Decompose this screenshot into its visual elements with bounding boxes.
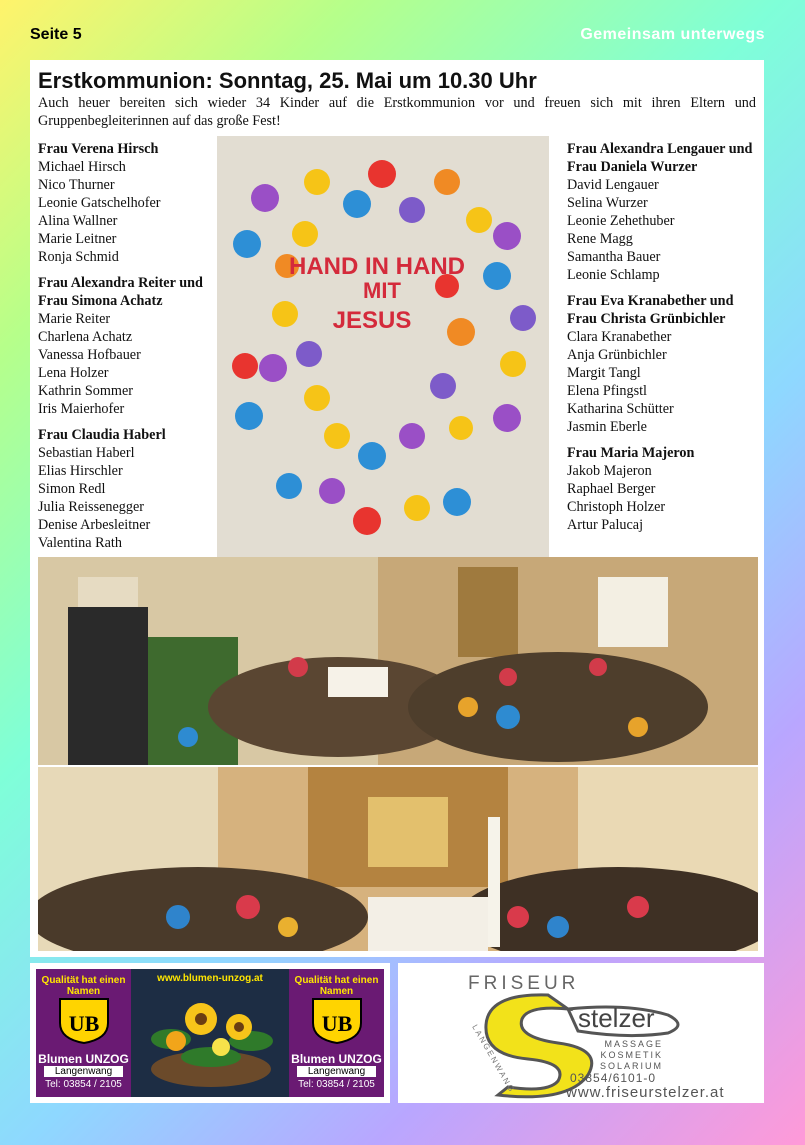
hand-in-hand-poster <box>217 136 549 557</box>
group-leader: Frau Eva Kranabether und Frau Christa Grünbichler <box>567 293 734 327</box>
child-name: Samantha Bauer <box>567 249 661 265</box>
flower-arrangement-icon <box>131 969 289 1097</box>
child-name: Iris Maierhofer <box>38 401 125 417</box>
group-leader: Frau Verena Hirsch <box>38 141 159 157</box>
group <box>567 140 761 284</box>
child-name: Margit Tangl <box>567 365 641 381</box>
ad-friseur-stelzer <box>398 963 764 1103</box>
group <box>38 426 216 552</box>
child-name: Valentina Rath <box>38 535 122 551</box>
ad-blumen-body <box>36 969 384 1097</box>
child-name: Selina Wurzer <box>567 195 648 211</box>
child-name: Marie Leitner <box>38 231 117 247</box>
group-leader: Frau Claudia Haberl <box>38 427 166 443</box>
child-name: Simon Redl <box>38 481 106 497</box>
child-name: Nico Thurner <box>38 177 115 193</box>
ad-town: Langenwang <box>44 1066 123 1077</box>
child-name: Michael Hirsch <box>38 159 126 175</box>
group-leader: Frau Maria Majeron <box>567 445 695 461</box>
child-name: Vanessa Hofbauer <box>38 347 141 363</box>
child-name: Artur Palucaj <box>567 517 644 533</box>
child-name: Katharina Schütter <box>567 401 674 417</box>
ad-town: Langenwang <box>297 1066 376 1077</box>
group <box>38 274 216 418</box>
ad-shop-name: Blumen UNZOG <box>38 1052 129 1066</box>
photo-scene <box>38 557 758 765</box>
service-massage: MASSAGE <box>604 1039 664 1049</box>
child-name: Julia Reissenegger <box>38 499 144 515</box>
friseur-services <box>600 1039 663 1072</box>
child-name: Denise Arbesleitner <box>38 517 151 533</box>
photo-scene <box>38 767 758 951</box>
child-name: Elias Hirschler <box>38 463 123 479</box>
article-panel <box>30 60 764 957</box>
friseur-town: LANGENWANG <box>470 1023 517 1095</box>
church-photo-1 <box>38 557 758 765</box>
shield-logo-icon <box>309 997 365 1045</box>
group-leader: Frau Alexandra Lengauer und Frau Daniela Wurzer <box>567 141 753 175</box>
poster-line2: MIT <box>363 278 401 303</box>
poster-line1: HAND IN HAND <box>289 253 465 280</box>
monogram: UB <box>68 1011 99 1036</box>
group <box>567 292 761 436</box>
ad-flower-photo <box>131 969 289 1097</box>
child-name: Rene Magg <box>567 231 633 247</box>
friseur-label: FRISEUR <box>468 973 580 994</box>
shield-logo-icon <box>56 997 112 1045</box>
friseur-website: www.friseurstelzer.at <box>566 1084 725 1101</box>
group <box>38 140 216 266</box>
article-intro: Auch heuer bereiten sich wieder 34 Kinder auf die Erstkommunion vor und freuen sich mit ihren Eltern und Gruppenbegleiterinnen auf das große Fest! <box>38 95 756 129</box>
ad-blumen-unzog <box>30 963 390 1103</box>
child-name: Raphael Berger <box>567 481 656 497</box>
child-name: Leonie Gatschelhofer <box>38 195 161 211</box>
child-name: David Lengauer <box>567 177 659 193</box>
child-name: Lena Holzer <box>38 365 109 381</box>
child-name: Leonie Zehethuber <box>567 213 675 229</box>
monogram: UB <box>321 1011 352 1036</box>
group-leader: Frau Alexandra Reiter und Frau Simona Achatz <box>38 275 203 309</box>
ad-phone: Tel: 03854 / 2105 <box>45 1079 122 1090</box>
child-name: Anja Grünbichler <box>567 347 667 363</box>
child-name: Elena Pfingstl <box>567 383 647 399</box>
ad-website: www.blumen-unzog.at <box>157 973 263 984</box>
groups-right-column <box>567 140 761 542</box>
child-name: Kathrin Sommer <box>38 383 133 399</box>
child-name: Marie Reiter <box>38 311 111 327</box>
child-name: Jasmin Eberle <box>567 419 647 435</box>
friseur-phone: 03854/6101-0 <box>570 1071 657 1085</box>
ad-blumen-left <box>36 969 131 1097</box>
ad-phone: Tel: 03854 / 2105 <box>298 1079 375 1090</box>
ad-slogan: Qualität hat einen Namen <box>294 975 379 997</box>
child-name: Leonie Schlamp <box>567 267 660 283</box>
ad-shop-name: Blumen UNZOG <box>291 1052 382 1066</box>
service-kosmetik: KOSMETIK <box>600 1050 664 1060</box>
article-title: Erstkommunion: Sonntag, 25. Mai um 10.30 Uhr <box>38 68 537 93</box>
page-number: Seite 5 <box>30 26 82 43</box>
friseur-name: stelzer <box>578 1003 655 1033</box>
ad-blumen-right <box>289 969 384 1097</box>
poster-artwork <box>217 136 549 557</box>
ad-slogan: Qualität hat einen Namen <box>41 975 126 997</box>
child-name: Alina Wallner <box>38 213 118 229</box>
child-name: Sebastian Haberl <box>38 445 135 461</box>
child-name: Christoph Holzer <box>567 499 666 515</box>
child-name: Jakob Majeron <box>567 463 652 479</box>
child-name: Clara Kranabether <box>567 329 672 345</box>
poster-line3: JESUS <box>332 307 412 334</box>
service-solarium: SOLARIUM <box>600 1061 664 1071</box>
child-name: Charlena Achatz <box>38 329 133 345</box>
child-name: Ronja Schmid <box>38 249 119 265</box>
groups-left-column <box>38 140 216 560</box>
group <box>567 444 761 534</box>
church-photo-2 <box>38 767 758 951</box>
section-title: Gemeinsam unterwegs <box>580 26 765 43</box>
